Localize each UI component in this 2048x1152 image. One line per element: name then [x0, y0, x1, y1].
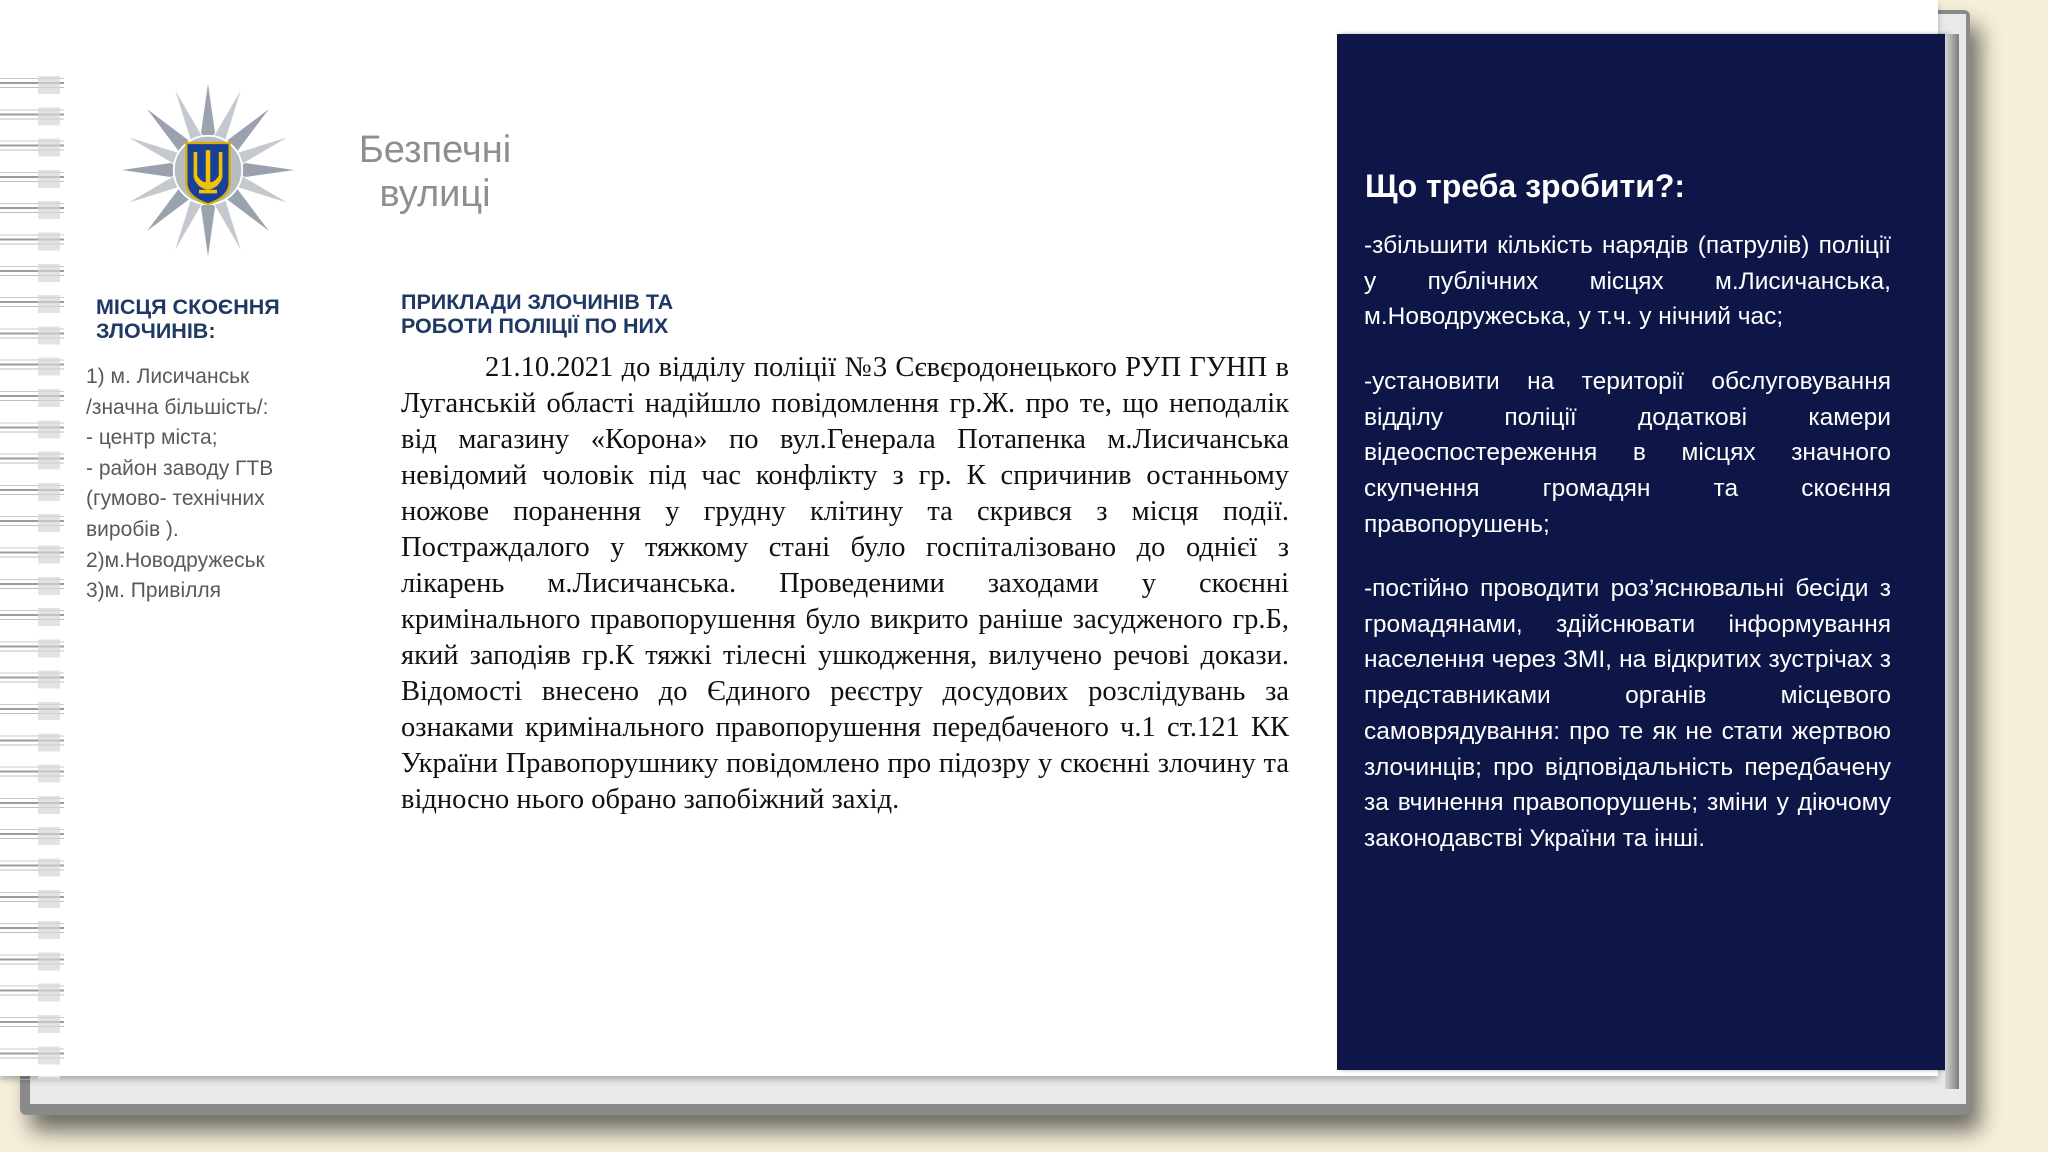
action-item-1: -збільшити кількість нарядів (патрулів) поліції у публічних місцях м.Лисичанська, м.Новодружеська, у т.ч. у нічний час;: [1364, 232, 1891, 331]
brand-line-1: Безпечні: [358, 129, 512, 171]
crime-places-heading-line-2: ЗЛОЧИНІВ:: [96, 319, 216, 343]
examples-heading-line-1: ПРИКЛАДИ ЗЛОЧИНІВ ТА: [401, 290, 674, 314]
spiral-binding: [0, 70, 64, 1080]
list-item: виробів ).: [86, 517, 179, 541]
examples-heading: [401, 290, 801, 338]
brand-title: [340, 128, 530, 216]
action-panel-title: Що треба зробити?:: [1365, 168, 1686, 204]
list-item: - центр міста;: [86, 426, 218, 450]
list-item: - район заводу ГТВ: [86, 456, 274, 480]
police-star-trident-icon: [118, 80, 298, 260]
list-item: 3)м. Привілля: [86, 579, 221, 603]
examples-heading-line-2: РОБОТИ ПОЛІЦІЇ ПО НИХ: [401, 314, 669, 338]
list-item: (гумово- технічних: [86, 487, 265, 511]
list-item: 1) м. Лисичанськ: [86, 365, 250, 388]
crime-places-list: [86, 362, 326, 607]
crime-places-heading: [96, 295, 336, 343]
list-item: /значна більшість/:: [86, 395, 269, 419]
panel-edge: [1945, 34, 1959, 1089]
action-item-2: -установити на території обслуговування відділу поліції додаткові камери відеоспостереження в місцях значного скупчення громадян та скоєння правопорушень;: [1364, 368, 1891, 538]
list-item: 2)м.Новодружеськ: [86, 548, 265, 572]
example-case-text: 21.10.2021 до відділу поліції №3 Сєвєродонецького РУП ГУНП в Луганській області надійшло повідомлення гр.Ж. про те, що неподалік від магазину «Корона» по вул.Генерала Потапенка м.Лисичанська невідомий чоловік під час конфлікту з гр. К спричинив останньому ножове поранення у грудну клітину та скрився з місця події. Постраждалого у тяжкому стані було госпіталізовано до однієї з лікарень м.Лисичанська. Проведеними заходами у скоєнні кримінального правопорушення було викрито раніше засудженого гр.Б, який заподіяв гр.К тяжкі тілесні ушкодження, вилучено речові докази. Відомості внесено до Єдиного реєстру досудових розслідувань за ознаками кримінального правопорушення передбаченого ч.1 ст.121 КК України Правопорушнику повідомлено про підозру у скоєнні злочину та відносно нього обрано запобіжний захід.: [401, 352, 1289, 815]
crime-places-heading-line-1: МІСЦЯ СКОЄННЯ: [96, 295, 280, 319]
action-item-3: -постійно проводити роз’яснювальні бесіди з громадянами, здійснювати інформування населення через ЗМІ, на відкритих зустрічах з представниками органів місцевого самоврядування: про те як не стати жертвою злочинців; про відповідальність передбачену за вчинення правопорушень; зміни у діючому законодавстві України та інші.: [1364, 575, 1891, 852]
brand-line-2: вулиці: [379, 173, 491, 215]
